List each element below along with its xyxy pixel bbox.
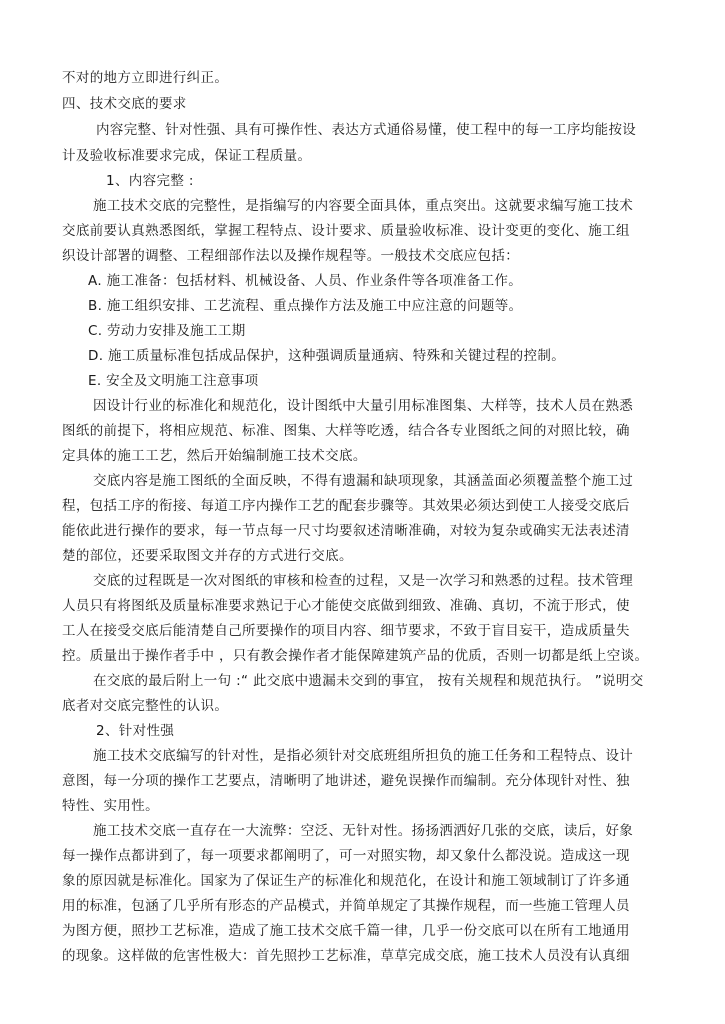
text-line: 程，包括工序的衔接、每道工序内操作工艺的配套步骤等。其效果必须达到使工人接受交底后: [62, 498, 630, 514]
text-line: 楚的部位，还要采取图文并存的方式进行交底。: [62, 548, 353, 564]
text-line: 在交底的最后附上一句 :“ 此交底中遗漏未交到的事宜， 按有关规程和规范执行。 ”说明交: [93, 673, 644, 689]
text-line: 底者对交底完整性的认识。: [62, 698, 229, 714]
text-line: 计及验收标准要求完成，保证工程质量。: [62, 148, 312, 164]
text-line: 织设计部署的调整、工程细部作法以及操作规程等。一般技术交底应包括：: [62, 248, 520, 264]
list-item: A. 施工准备：包括材料、机械设备、人员、作业条件等各项准备工作。: [88, 273, 523, 289]
text-line: 能依此进行操作的要求，每一节点每一尺寸均要叙述清晰准确，对较为复杂或确实无法表述清: [62, 523, 630, 539]
text-line: 人员只有将图纸及质量标准要求熟记于心才能使交底做到细致、准确、真切，不流于形式，使: [62, 598, 630, 614]
text-line: 不对的地方立即进行纠正。: [62, 70, 229, 86]
text-line: 特性、实用性。: [62, 798, 159, 814]
text-line: 的现象。这样做的危害性极大：首先照抄工艺标准，草草完成交底，施工技术人员没有认真细: [62, 948, 630, 964]
subsection-heading: 1、内容完整 :: [106, 173, 194, 189]
section-heading: 四、技术交底的要求: [62, 96, 187, 112]
text-line: 工人在接受交底后能清楚自己所要操作的项目内容、细节要求，不致于盲目妄干，造成质量失: [62, 623, 630, 639]
text-line: 施工技术交底一直存在一大流弊：空泛、无针对性。扬扬洒洒好几张的交底，读后，好象: [93, 823, 634, 839]
text-line: 意图，每一分项的操作工艺要点，清晰明了地讲述，避免误操作而编制。充分体现针对性、独: [62, 773, 630, 789]
text-line: 交底的过程既是一次对图纸的审核和检查的过程，又是一次学习和熟悉的过程。技术管理: [93, 573, 634, 589]
text-line: 为图方便，照抄工艺标准，造成了施工技术交底千篇一律，几乎一份交底可以在所有工地通用: [62, 923, 630, 939]
subsection-heading: 2、针对性强: [96, 723, 175, 739]
text-line: 内容完整、针对性强、具有可操作性、表达方式通俗易懂，使工程中的每一工序均能按设: [96, 122, 637, 138]
text-line: 图纸的前提下，将相应规范、标准、图集、大样等吃透，结合各专业图纸之间的对照比较，确: [62, 423, 630, 439]
text-line: 控。质量出于操作者手中 ，只有教会操作者才能保障建筑产品的优质，否则一切都是纸上空谈。: [62, 648, 649, 664]
list-item: D. 施工质量标准包括成品保护，这种强调质量通病、特殊和关键过程的控制。: [88, 348, 566, 364]
text-line: 施工技术交底编写的针对性，是指必须针对交底班组所担负的施工任务和工程特点、设计: [93, 748, 634, 764]
text-line: 象的原因就是标准化。国家为了保证生产的标准化和规范化，在设计和施工领域制订了许多通: [62, 873, 630, 889]
list-item: C. 劳动力安排及施工工期: [88, 323, 246, 339]
text-line: 交底前要认真熟悉图纸，掌握工程特点、设计要求、质量验收标准、设计变更的变化、施工组: [62, 223, 630, 239]
text-line: 用的标准，包涵了几乎所有形态的产品模式，并简单规定了其操作规程，而一些施工管理人员: [62, 898, 630, 914]
text-line: 交底内容是施工图纸的全面反映，不得有遗漏和缺项现象，其涵盖面必须覆盖整个施工过: [93, 473, 634, 489]
list-item: B. 施工组织安排、工艺流程、重点操作方法及施工中应注意的问题等。: [88, 298, 523, 314]
list-item: E. 安全及文明施工注意事项: [88, 373, 259, 389]
text-line: 施工技术交底的完整性，是指编写的内容要全面具体，重点突出。这就要求编写施工技术: [93, 198, 634, 214]
text-line: 因设计行业的标准化和规范化，设计图纸中大量引用标准图集、大样等，技术人员在熟悉: [93, 398, 634, 414]
text-line: 定具体的施工工艺，然后开始编制施工技术交底。: [62, 448, 367, 464]
text-line: 每一操作点都讲到了，每一项要求都阐明了，可一对照实物，却又象什么都没说。造成这一现: [62, 848, 630, 864]
